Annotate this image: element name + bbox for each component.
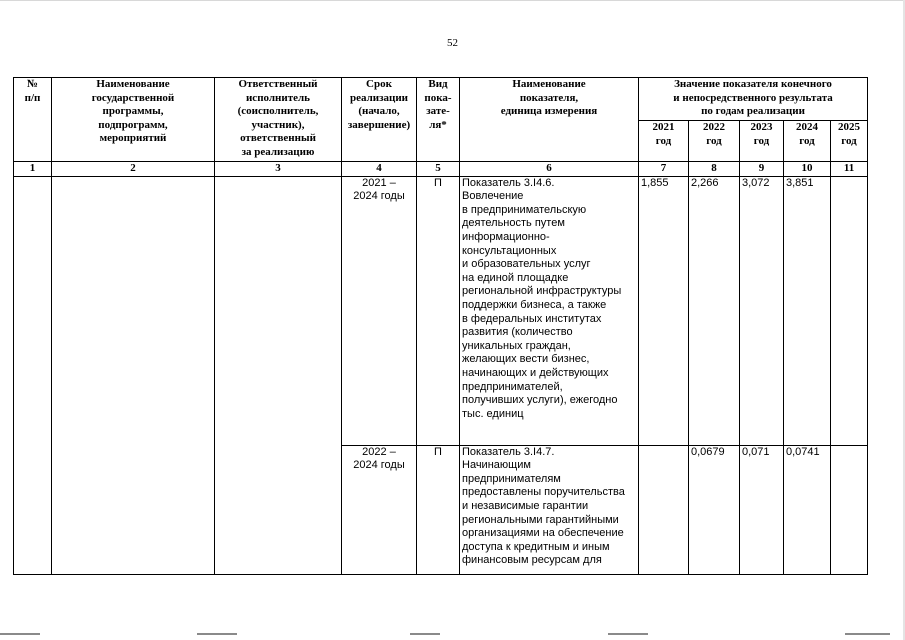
- column-number-row: [14, 162, 868, 177]
- column-number: 9: [740, 162, 784, 177]
- column-number: 1: [14, 162, 52, 177]
- header-term: Срок реализации (начало, завершение): [342, 78, 417, 162]
- table-row: [14, 176, 868, 445]
- value-2025: [831, 176, 868, 445]
- value-2023: 0,071: [740, 445, 784, 574]
- column-number: 8: [689, 162, 740, 177]
- value-2021: 1,855: [639, 176, 689, 445]
- header-year-2025: 2025 год: [831, 121, 868, 162]
- indicator-name: Показатель 3.I4.6. Вовлечение в предпринимательскую деятельность путем информационно- консультационных и образовательных услуг на единой площадке региональной инфраструктуры поддержки бизнеса, а также в федеральных институтах развития (количество уникальных граждан, желающих вести бизнес, начинающих и действующих предпринимателей, получивших услуги), ежегодно тыс. единиц: [460, 176, 639, 445]
- indicator-kind: П: [417, 176, 460, 445]
- indicator-name: Показатель 3.I4.7. Начинающим предпринимателям предоставлены поручительства и независимые гарантии региональными гарантийными организациями на обеспечение доступа к кредитным и иным финансовым ресурсам для: [460, 445, 639, 574]
- cell-name-empty: [52, 176, 215, 574]
- column-number: 2: [52, 162, 215, 177]
- column-number: 5: [417, 162, 460, 177]
- header-kind: Вид пока- зате- ля*: [417, 78, 460, 162]
- column-number: 10: [784, 162, 831, 177]
- column-number: 7: [639, 162, 689, 177]
- header-year-2021: 2021 год: [639, 121, 689, 162]
- header-num: № п/п: [14, 78, 52, 162]
- scan-edge-top: [0, 0, 905, 1]
- value-2022: 2,266: [689, 176, 740, 445]
- column-number: 3: [215, 162, 342, 177]
- value-2025: [831, 445, 868, 574]
- indicator-term: 2022 – 2024 годы: [342, 445, 417, 574]
- cell-responsible-empty: [215, 176, 342, 574]
- indicator-kind: П: [417, 445, 460, 574]
- header-name: Наименование государственной программы, подпрограмм, мероприятий: [52, 78, 215, 162]
- header-row-1: [14, 78, 868, 121]
- value-2024: 3,851: [784, 176, 831, 445]
- value-2023: 3,072: [740, 176, 784, 445]
- column-number: 4: [342, 162, 417, 177]
- header-responsible: Ответственный исполнитель (соисполнитель, участник), ответственный за реализацию: [215, 78, 342, 162]
- header-indicator: Наименование показателя, единица измерения: [460, 78, 639, 162]
- indicator-term: 2021 – 2024 годы: [342, 176, 417, 445]
- header-year-2024: 2024 год: [784, 121, 831, 162]
- cell-num-empty: [14, 176, 52, 574]
- header-values-group: Значение показателя конечного и непосредственного результата по годам реализации: [639, 78, 868, 121]
- column-number: 6: [460, 162, 639, 177]
- value-2021: [639, 445, 689, 574]
- program-table: [13, 77, 868, 575]
- value-2024: 0,0741: [784, 445, 831, 574]
- header-year-2023: 2023 год: [740, 121, 784, 162]
- page-number: 52: [447, 37, 458, 49]
- value-2022: 0,0679: [689, 445, 740, 574]
- header-year-2022: 2022 год: [689, 121, 740, 162]
- column-number: 11: [831, 162, 868, 177]
